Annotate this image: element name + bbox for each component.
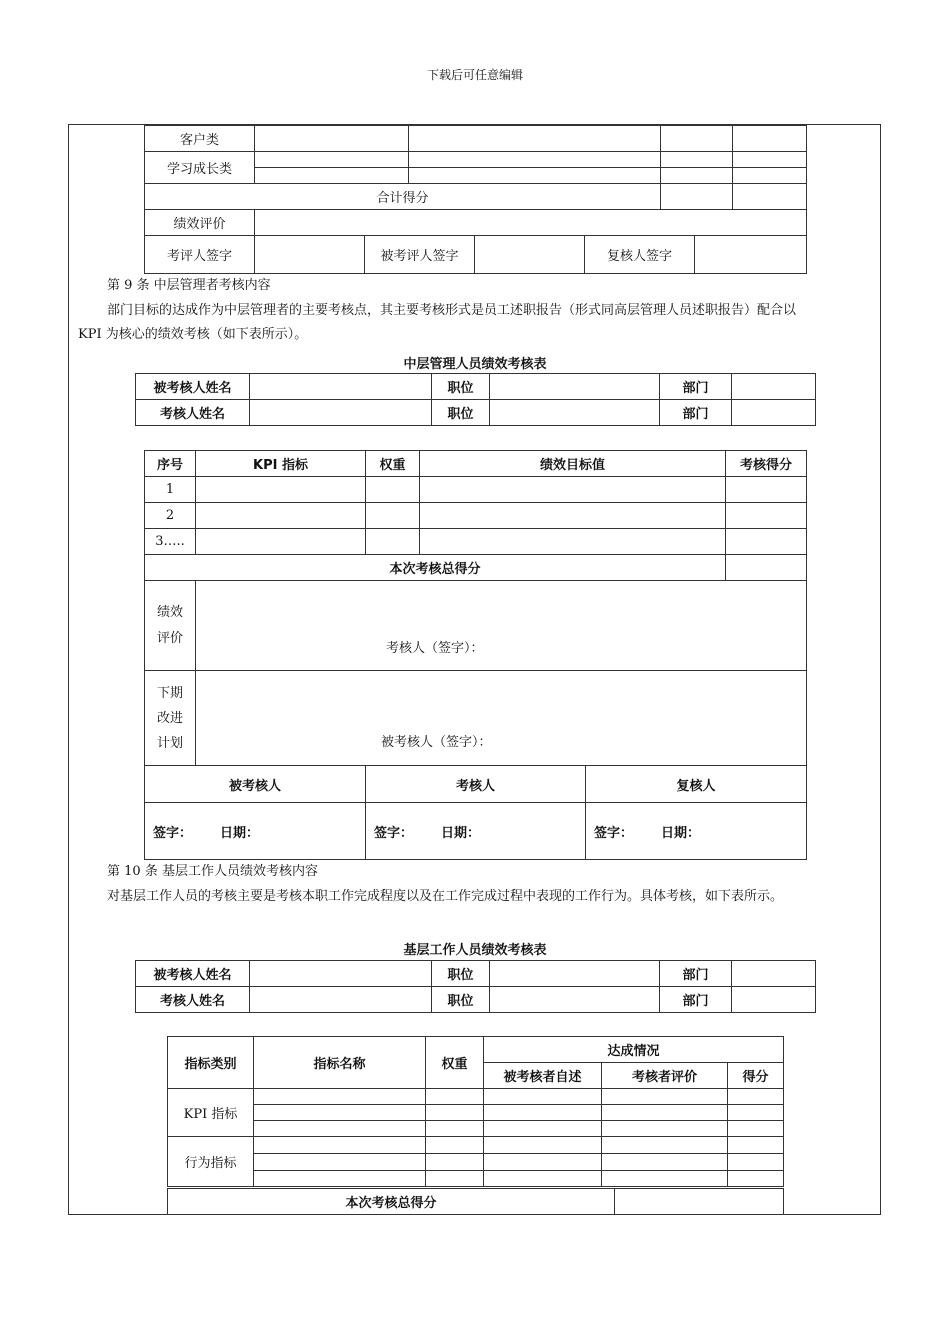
- cell[interactable]: [728, 1154, 784, 1171]
- sign-label: 签字：: [153, 825, 193, 841]
- col-header-score: 考核得分: [726, 451, 807, 477]
- cell[interactable]: [661, 184, 733, 210]
- reviewee-name-field[interactable]: [250, 374, 432, 400]
- cell[interactable]: [728, 1137, 784, 1154]
- sign-cell[interactable]: [145, 803, 366, 860]
- cell[interactable]: [196, 477, 366, 503]
- cell[interactable]: [484, 1105, 602, 1121]
- top-score-table: [144, 125, 807, 210]
- evaluation-label: 绩效评价: [145, 210, 255, 236]
- cell[interactable]: [426, 1105, 484, 1121]
- date-label: 日期：: [220, 825, 260, 841]
- cell[interactable]: [733, 152, 807, 168]
- cell[interactable]: [409, 126, 661, 152]
- row-index: 1: [145, 477, 196, 503]
- plan-label-line: 改进: [156, 710, 183, 726]
- cell[interactable]: [484, 1089, 602, 1105]
- cell[interactable]: [366, 503, 420, 529]
- customer-label: 客户类: [145, 126, 255, 152]
- cell[interactable]: [602, 1154, 728, 1171]
- cell[interactable]: [733, 184, 807, 210]
- cell[interactable]: [726, 477, 807, 503]
- cell[interactable]: [420, 529, 726, 555]
- position-field[interactable]: [490, 374, 660, 400]
- cell[interactable]: [475, 236, 585, 274]
- reviewee-name-label: 被考核人姓名: [136, 961, 250, 987]
- cell[interactable]: [484, 1121, 602, 1137]
- cell[interactable]: [420, 503, 726, 529]
- checker-sign-label: 复核人签字: [585, 236, 695, 274]
- article9-body-line2: KPI 为核心的绩效考核（如下表所示）。: [78, 327, 308, 342]
- cell[interactable]: [602, 1171, 728, 1187]
- category-header: 指标类别: [168, 1037, 254, 1089]
- cell[interactable]: [484, 1154, 602, 1171]
- cell[interactable]: [255, 152, 409, 168]
- row-index: 3…..: [145, 529, 196, 555]
- cell[interactable]: [426, 1121, 484, 1137]
- cell[interactable]: [196, 503, 366, 529]
- date-label: 日期：: [441, 825, 481, 841]
- col-header-target: 绩效目标值: [420, 451, 726, 477]
- cell[interactable]: [484, 1171, 602, 1187]
- cell[interactable]: [426, 1171, 484, 1187]
- top-eval-table: [144, 209, 807, 236]
- department-field[interactable]: [732, 374, 816, 400]
- article10-body: 对基层工作人员的考核主要是考核本职工作完成程度以及在工作完成过程中表现的工作行为。具体考核，如下表所示。: [107, 889, 784, 904]
- cell[interactable]: [426, 1089, 484, 1105]
- evaluation-area[interactable]: [196, 581, 807, 671]
- cell[interactable]: [255, 126, 409, 152]
- reviewer-name-label: 考核人姓名: [136, 987, 250, 1013]
- cell[interactable]: [726, 529, 807, 555]
- department-label: 部门: [660, 961, 732, 987]
- cell[interactable]: [695, 236, 807, 274]
- cell[interactable]: [728, 1121, 784, 1137]
- cell[interactable]: [255, 236, 365, 274]
- plan-label-line: 下期: [156, 685, 183, 701]
- position-label: 职位: [432, 961, 490, 987]
- evaluation-cell[interactable]: [255, 210, 807, 236]
- table-row: [145, 503, 807, 529]
- article9-body-line1: 部门目标的达成作为中层管理者的主要考核点，其主要考核形式是员工述职报告（形式同高层管理人员述职报告）配合以: [107, 303, 797, 318]
- cell[interactable]: [726, 503, 807, 529]
- reviewer-sign-label: 考评人签字: [145, 236, 255, 274]
- kpi-table: [144, 450, 807, 766]
- cell[interactable]: [366, 477, 420, 503]
- department-label: 部门: [660, 987, 732, 1013]
- reviewer-name-field[interactable]: [250, 400, 432, 426]
- cell[interactable]: [409, 168, 661, 184]
- evaluation-label-line: 绩效: [156, 604, 183, 620]
- cell[interactable]: [254, 1089, 426, 1105]
- basic-table-title: 基层工作人员绩效考核表: [403, 943, 547, 958]
- cell[interactable]: [661, 152, 733, 168]
- basic-total-cell[interactable]: [615, 1189, 784, 1215]
- total-score-label: 本次考核总得分: [145, 555, 726, 581]
- department-field[interactable]: [732, 961, 816, 987]
- cell[interactable]: [602, 1137, 728, 1154]
- score-header: 得分: [728, 1063, 784, 1089]
- basic-total-table: [167, 1188, 784, 1215]
- cell[interactable]: [661, 126, 733, 152]
- cell[interactable]: [728, 1171, 784, 1187]
- position-field[interactable]: [490, 961, 660, 987]
- sign-label: 签字：: [374, 825, 414, 841]
- cell[interactable]: [484, 1137, 602, 1154]
- row-index: 2: [145, 503, 196, 529]
- achievement-header: 达成情况: [484, 1037, 784, 1063]
- department-label: 部门: [660, 374, 732, 400]
- sign-cell[interactable]: [366, 803, 586, 860]
- weight-header: 权重: [426, 1037, 484, 1089]
- reviewer-name-label: 考核人姓名: [136, 400, 250, 426]
- cell[interactable]: [254, 1171, 426, 1187]
- evaluation-label-line: 评价: [156, 630, 183, 646]
- cell[interactable]: [254, 1105, 426, 1121]
- cell[interactable]: [733, 126, 807, 152]
- position-label: 职位: [432, 987, 490, 1013]
- cell[interactable]: [426, 1154, 484, 1171]
- table-row: [145, 529, 807, 555]
- name-header: 指标名称: [254, 1037, 426, 1089]
- top-sign-table: [144, 235, 807, 274]
- sign-header-reviewee: 被考核人: [145, 766, 366, 803]
- cell[interactable]: [254, 1154, 426, 1171]
- cell[interactable]: [728, 1089, 784, 1105]
- col-header-kpi: KPI 指标: [196, 451, 366, 477]
- department-label: 部门: [660, 400, 732, 426]
- page-header: 下载后可任意编辑: [426, 68, 523, 82]
- basic-score-table: [167, 1036, 784, 1187]
- reviewee-name-field[interactable]: [250, 961, 432, 987]
- cell[interactable]: [366, 529, 420, 555]
- date-label: 日期：: [661, 825, 701, 841]
- behavior-category-label: 行为指标: [168, 1137, 254, 1187]
- growth-label: 学习成长类: [145, 152, 255, 184]
- position-field[interactable]: [490, 400, 660, 426]
- basic-total-label: 本次考核总得分: [168, 1189, 615, 1215]
- middle-info-table: [135, 373, 816, 426]
- cell[interactable]: [602, 1105, 728, 1121]
- evaluation-label: [145, 581, 196, 671]
- cell[interactable]: [409, 152, 661, 168]
- col-header-weight: 权重: [366, 451, 420, 477]
- sign-table: [144, 765, 807, 860]
- sign-header-checker: 复核人: [586, 766, 807, 803]
- total-score-label: 合计得分: [145, 184, 661, 210]
- reviewee-sign-label: 被考评人签字: [365, 236, 475, 274]
- cell[interactable]: [733, 168, 807, 184]
- cell[interactable]: [254, 1137, 426, 1154]
- sign-cell[interactable]: [586, 803, 807, 860]
- cell[interactable]: [196, 529, 366, 555]
- table-row: [145, 477, 807, 503]
- middle-table-title: 中层管理人员绩效考核表: [403, 357, 547, 372]
- position-label: 职位: [432, 374, 490, 400]
- cell[interactable]: [728, 1105, 784, 1121]
- cell[interactable]: [420, 477, 726, 503]
- position-field[interactable]: [490, 987, 660, 1013]
- plan-sign-label: 被考核人（签字）：: [381, 735, 492, 750]
- self-statement-header: 被考核者自述: [484, 1063, 602, 1089]
- cell[interactable]: [661, 168, 733, 184]
- cell[interactable]: [426, 1137, 484, 1154]
- plan-label: [145, 671, 196, 766]
- basic-info-table: [135, 960, 816, 1013]
- plan-label-line: 计划: [156, 735, 183, 751]
- cell[interactable]: [602, 1121, 728, 1137]
- reviewee-name-label: 被考核人姓名: [136, 374, 250, 400]
- cell[interactable]: [255, 168, 409, 184]
- cell[interactable]: [254, 1121, 426, 1137]
- total-score-cell[interactable]: [726, 555, 807, 581]
- kpi-category-label: KPI 指标: [168, 1089, 254, 1137]
- department-field[interactable]: [732, 400, 816, 426]
- plan-area[interactable]: [196, 671, 807, 766]
- article10-heading: 第 10 条 基层工作人员绩效考核内容: [107, 864, 318, 879]
- reviewer-eval-header: 考核者评价: [602, 1063, 728, 1089]
- col-header-index: 序号: [145, 451, 196, 477]
- position-label: 职位: [432, 400, 490, 426]
- department-field[interactable]: [732, 987, 816, 1013]
- article9-heading: 第 9 条 中层管理者考核内容: [107, 278, 271, 293]
- sign-header-reviewer: 考核人: [366, 766, 586, 803]
- cell[interactable]: [602, 1089, 728, 1105]
- reviewer-name-field[interactable]: [250, 987, 432, 1013]
- sign-label: 签字：: [594, 825, 634, 841]
- evaluation-sign-label: 考核人（签字）：: [386, 641, 484, 656]
